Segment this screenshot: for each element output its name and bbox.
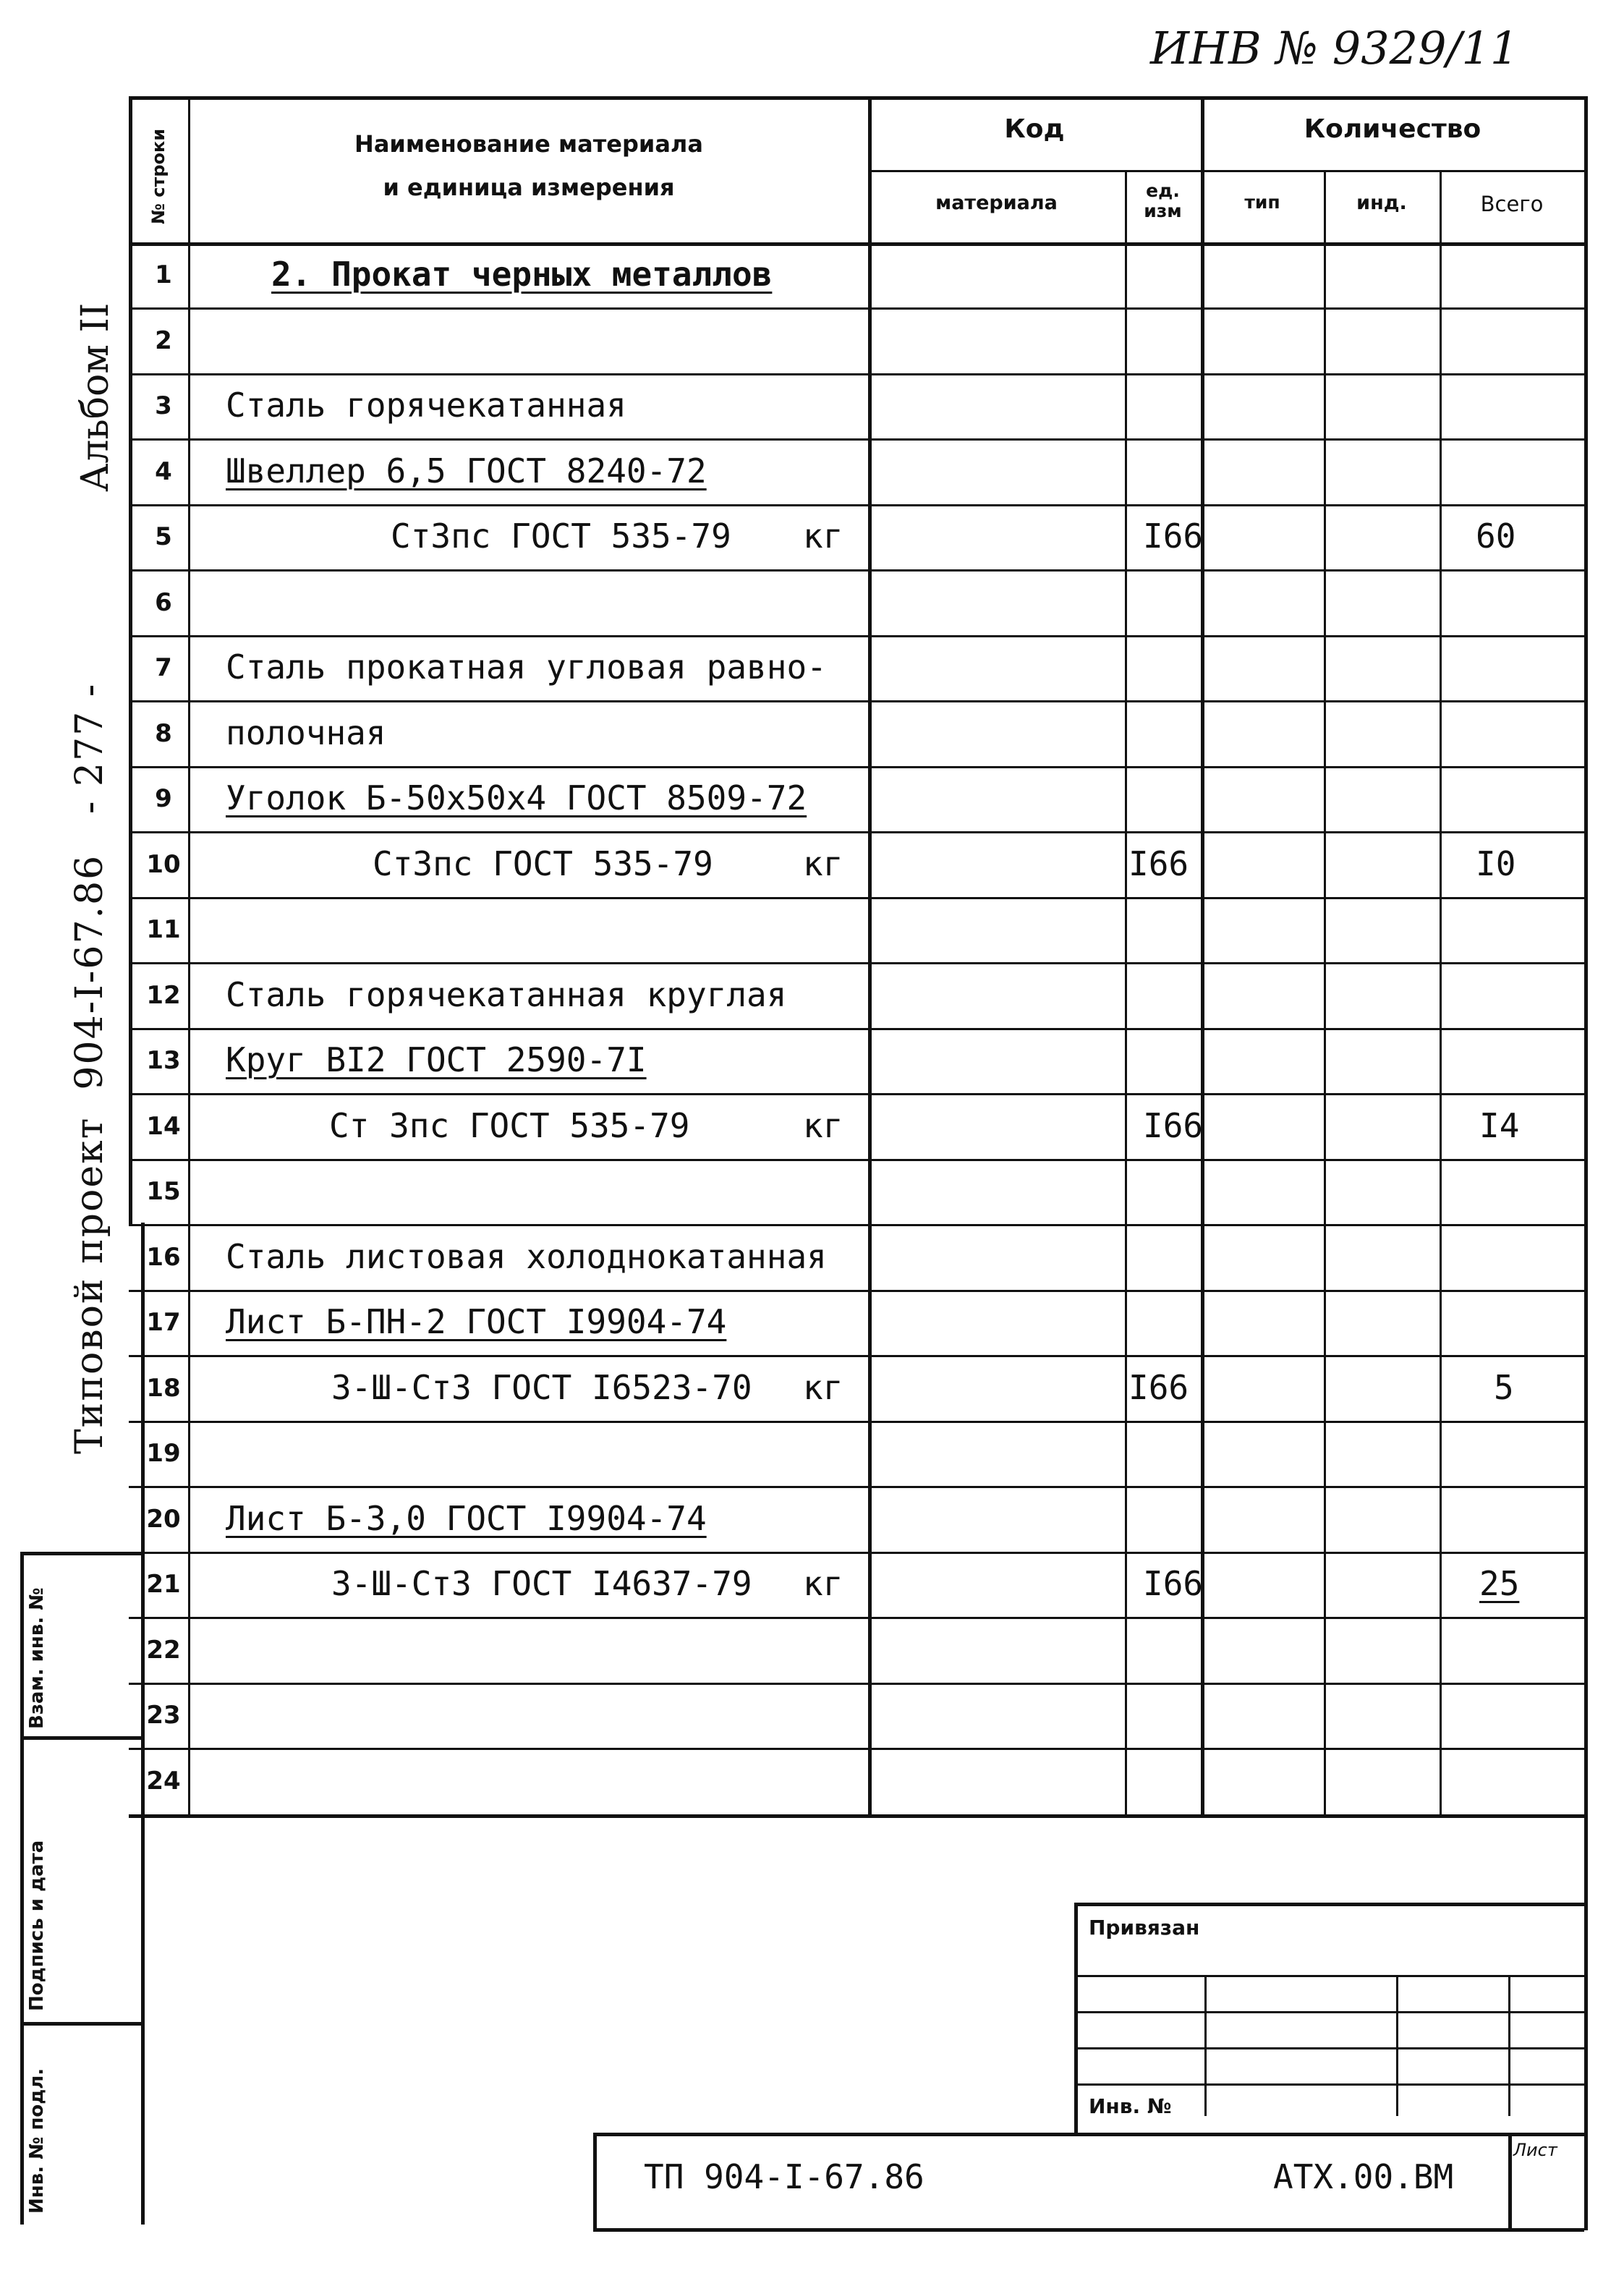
total-value: 5	[1494, 1368, 1514, 1407]
document-code: АТХ.00.ВМ	[1273, 2157, 1454, 2196]
project-number: ТП 904-I-67.86	[644, 2157, 924, 2196]
material-name: Ст 3пс ГОСТ 535-79	[329, 1106, 690, 1145]
material-name: Сталь прокатная угловая равно-	[226, 647, 827, 687]
sheet-label: Лист	[1513, 2140, 1557, 2160]
unit-code: I66	[1143, 517, 1204, 556]
unit-code: I66	[1143, 1564, 1204, 1603]
row-number: 20	[146, 1505, 181, 1534]
row-number: 7	[155, 653, 172, 682]
stamp-inv-podl: Инв. № подл.	[26, 2068, 48, 2214]
material-name: Сталь листовая холоднокатанная	[226, 1237, 827, 1276]
material-name: 2. Прокат черных металлов	[271, 255, 773, 294]
unit-value: кг	[803, 844, 843, 883]
total-value: I4	[1479, 1106, 1520, 1145]
row-number: 22	[146, 1636, 181, 1665]
material-code-header: материала	[935, 192, 1058, 214]
tip-header: тип	[1244, 192, 1280, 213]
name-header: Наименование материала	[354, 130, 703, 158]
row-number: 13	[146, 1046, 181, 1075]
row-number: 11	[146, 915, 181, 944]
material-name: Лист Б-ПН-2 ГОСТ I9904-74	[226, 1302, 727, 1341]
unit-value: кг	[803, 1368, 843, 1407]
row-number: 4	[155, 457, 172, 486]
stamp-podpis-data: Подпись и дата	[26, 1840, 48, 2011]
row-number: 14	[146, 1112, 181, 1141]
material-name: Круг ВI2 ГОСТ 2590-7I	[226, 1040, 647, 1079]
row-number: 6	[155, 588, 172, 617]
unit-value: кг	[803, 517, 843, 556]
row-number: 8	[155, 719, 172, 748]
material-name: Ст3пс ГОСТ 535-79	[391, 517, 731, 556]
row-number: 1	[155, 260, 172, 289]
material-name: Уголок Б-50х50х4 ГОСТ 8509-72	[226, 778, 807, 817]
material-name: Сталь горячекатанная	[226, 386, 626, 425]
row-number: 24	[146, 1767, 181, 1796]
row-number: 5	[155, 522, 172, 551]
total-header: Всего	[1480, 192, 1544, 216]
unit-value: кг	[803, 1564, 843, 1603]
row-number: 10	[146, 850, 181, 879]
inv-no-label: Инв. №	[1089, 2094, 1172, 2118]
row-number: 12	[146, 981, 181, 1010]
total-value: 25	[1479, 1564, 1520, 1603]
material-name: 3-Ш-Ст3 ГОСТ I4637-79	[331, 1564, 752, 1603]
row-number: 16	[146, 1243, 181, 1272]
material-name: Ст3пс ГОСТ 535-79	[373, 844, 713, 883]
material-name: Лист Б-3,0 ГОСТ I9904-74	[226, 1499, 707, 1538]
unit-code: I66	[1143, 1106, 1204, 1145]
quantity-header: Количество	[1304, 114, 1481, 144]
privyazan-label: Привязан	[1089, 1916, 1200, 1940]
row-number: 17	[146, 1308, 181, 1337]
row-number: 15	[146, 1177, 181, 1206]
row-number: 21	[146, 1570, 181, 1599]
row-number: 2	[155, 326, 172, 355]
unit-header: ед. изм	[1144, 180, 1182, 221]
row-number: 3	[155, 391, 172, 420]
material-name: 3-Ш-Ст3 ГОСТ I6523-70	[331, 1368, 752, 1407]
stamp-vzam-inv: Взам. инв. №	[26, 1587, 48, 1729]
row-number-header: № строки	[148, 128, 169, 224]
album-label: Альбом II	[74, 302, 117, 492]
project-label: Типовой проект 904-I-67.86 - 277 -	[68, 682, 111, 1454]
material-name: полочная	[226, 713, 386, 752]
total-value: 60	[1476, 517, 1516, 556]
ind-header: инд.	[1356, 192, 1407, 214]
code-header: Код	[1004, 114, 1065, 144]
handwritten-reference: ИНВ № 9329/11	[1150, 22, 1519, 75]
unit-value: кг	[803, 1106, 843, 1145]
row-number: 9	[155, 784, 172, 813]
unit-code: I66	[1128, 1368, 1189, 1407]
row-number: 23	[146, 1701, 181, 1730]
row-number: 18	[146, 1374, 181, 1403]
name-header-unit: и единица измерения	[383, 174, 675, 201]
total-value: I0	[1476, 844, 1516, 883]
unit-code: I66	[1128, 844, 1189, 883]
material-name: Сталь горячекатанная круглая	[226, 975, 787, 1014]
row-number: 19	[146, 1439, 181, 1468]
material-name: Швеллер 6,5 ГОСТ 8240-72	[226, 451, 707, 490]
